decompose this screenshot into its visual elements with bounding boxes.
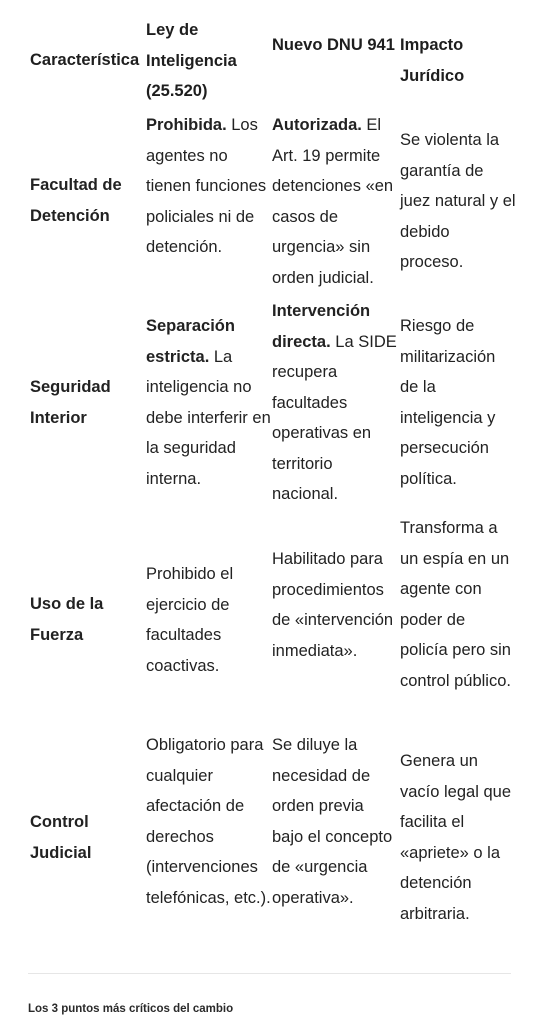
row-ley-control-judicial: Obligatorio para cualquier afectación de derechos (intervenciones telefónicas, etc.). xyxy=(146,736,271,907)
row-impact-uso-fuerza: Transforma a un espía en un agente con poder de policía pero sin control público. xyxy=(400,519,511,690)
header-impacto-juridico: Impacto Jurídico xyxy=(400,36,465,85)
header-nuevo-dnu: Nuevo DNU 941 xyxy=(272,36,395,54)
row-ley-uso-fuerza: Prohibido el ejercicio de facultades coactivas. xyxy=(146,565,234,675)
dnu-strong: Autorizada. xyxy=(272,116,362,134)
dnu-text: El Art. 19 permite detenciones «en casos de urgencia» sin orden judicial. xyxy=(272,116,394,287)
row-dnu-seguridad-interior xyxy=(272,296,399,510)
row-ley-seguridad-interior xyxy=(146,311,272,494)
row-dnu-facultad-detencion xyxy=(272,110,399,293)
footer-heading: Los 3 puntos más críticos del cambio xyxy=(28,1003,234,1015)
ley-text: Los agentes no tienen funciones policiales ni de detención. xyxy=(146,116,267,256)
section-divider xyxy=(28,973,511,974)
dnu-strong: Intervención directa. xyxy=(272,302,371,351)
ley-strong: Prohibida. xyxy=(146,116,227,134)
row-feature-control-judicial: Control Judicial xyxy=(30,813,92,862)
dnu-text: La SIDE recupera facultades operativas en territorio nacional. xyxy=(272,332,397,503)
header-caracteristica: Característica xyxy=(30,51,140,69)
row-feature-uso-fuerza: Uso de la Fuerza xyxy=(30,595,104,644)
ley-strong: Separación estricta. xyxy=(146,317,235,366)
row-dnu-control-judicial: Se diluye la necesidad de orden previa bajo el concepto de «urgencia operativa». xyxy=(272,736,393,907)
header-ley-inteligencia: Ley de Inteligencia (25.520) xyxy=(146,21,237,100)
ley-text: La inteligencia no debe interferir en la seguridad interna. xyxy=(146,347,271,488)
row-feature-facultad-detencion: Facultad de Detención xyxy=(30,176,122,225)
row-impact-seguridad-interior: Riesgo de militarización de la inteligencia y persecución política. xyxy=(400,317,496,488)
row-ley-facultad-detencion xyxy=(146,110,272,263)
row-impact-facultad-detencion: Se violenta la garantía de juez natural y el debido proceso. xyxy=(400,131,516,271)
row-dnu-uso-fuerza: Habilitado para procedimientos de «intervención inmediata». xyxy=(272,550,394,660)
row-impact-control-judicial: Genera un vacío legal que facilita el «apriete» o la detención arbitraria. xyxy=(400,752,511,923)
row-feature-seguridad-interior: Seguridad Interior xyxy=(30,378,111,427)
